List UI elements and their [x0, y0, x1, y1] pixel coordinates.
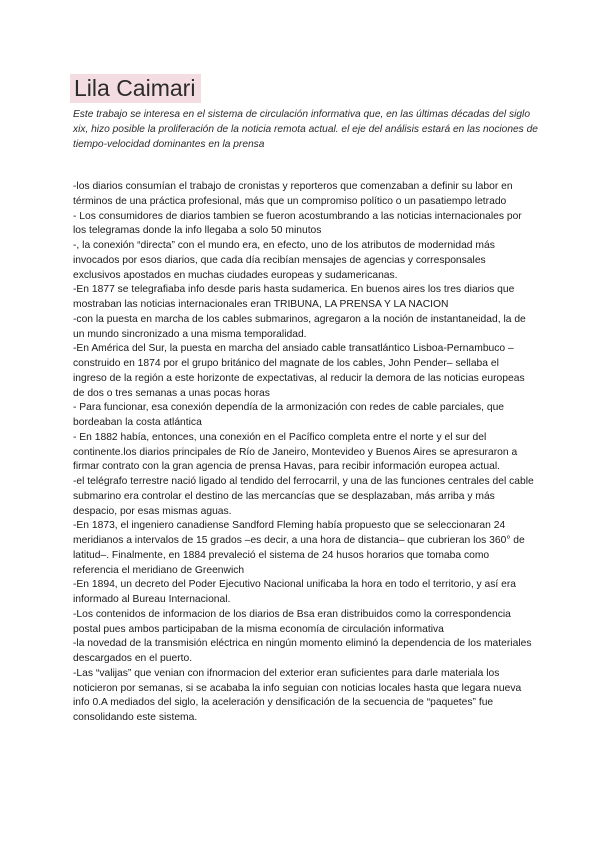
body-paragraph: - Los consumidores de diarios tambien se fueron acostumbrando a las noticias internacionales por los telegramas donde la info llegaba a solo 50 minutos	[73, 210, 522, 237]
body-paragraph: - Para funcionar, esa conexión dependía de la armonización con redes de cable parciales, que bordeaban la costa atlántica	[73, 402, 505, 428]
body-paragraph: -En 1873, el ingeniero canadiense Sandford Fleming había propuesto que se seleccionaran 24 meridianos a intervalos de 15 grados –es decir, a una hora de distancia– que cubrieran los 360° de latitud–. Finalmente, en 1884 prevaleció el sistema de 24 husos horarios que tomaba como referencia el meridiano de Greenwich	[73, 520, 525, 576]
body-paragraph: -Las “valijas” que venian con ifnormacion del exterior eran suficientes para darle materiala los noticieron por semanas, si se acababa la info seguian con noticias locales hasta que legara nueva info 0.A mediados del siglo, la aceleración y densificación de la secuencia de “paquetes” fue consolidando este sistema.	[73, 667, 522, 723]
body-paragraph: -los diarios consumían el trabajo de cronistas y reporteros que comenzaban a definir su labor en términos de una práctica profesional, más que un compromiso político o un pasatiempo letrado	[73, 181, 513, 207]
body-paragraph: -el telégrafo terrestre nació ligado al tendido del ferrocarril, y una de las funciones centrales del cable submarino era controlar el destino de las mercancías que se desplazaban, más arriba y más despacio, por esas mismas aguas.	[73, 476, 534, 517]
body-paragraph: -la novedad de la transmisión eléctrica en ningún momento eliminó la dependencia de los materiales descargados en el puerto.	[73, 638, 532, 664]
body-paragraph: -con la puesta en marcha de los cables submarinos, agregaron a la noción de instantaneidad, la de un mundo sincronizado a una misma temporalidad.	[73, 313, 526, 340]
body-paragraph: -En América del Sur, la puesta en marcha del ansiado cable transatlántico Lisboa-Pernambuco –construido en 1874 por el grupo británico del magnate de los cables, John Pender– sellaba el ingreso de la región a este horizonte de expectativas, al reducir la demora de las noticias europeas de dos o tres semanas a unas pocas horas	[73, 343, 525, 399]
body-paragraph: -En 1894, un decreto del Poder Ejecutivo Nacional unificaba la hora en todo el territorio, y así era informado al Bureau Internacional.	[73, 579, 517, 605]
body-paragraph: -En 1877 se telegrafiaba info desde paris hasta sudamerica. En buenos aires los tres diarios que mostraban las noticias internacionales eran TRIBUNA, LA PRENSA Y LA NACION	[73, 284, 515, 310]
document-title: Lila Caimari	[70, 74, 201, 103]
body-paragraph: -Los contenidos de informacion de los diarios de Bsa eran distribuidos como la correspondencia postal pues ambos participaban de la misma economía de circulación informativa	[73, 608, 511, 635]
body-paragraph: - En 1882 había, entonces, una conexión en el Pacífico completa entre el norte y el sur del continente.los diarios principales de Río de Janeiro, Montevideo y Buenos Aires se apresuraron a firmar contrato con la gran agencia de prensa Havas, para recibir información europea actual.	[73, 431, 518, 473]
document-abstract: Este trabajo se interesa en el sistema de circulación informativa que, en las últimas décadas del siglo xix, hizo posible la proliferación de la noticia remota actual. el eje del análisis estará en las nociones de tiempo-velocidad dominantes en la prensa	[73, 109, 538, 150]
body-paragraph: -, la conexión “directa” con el mundo era, en efecto, uno de los atributos de modernidad más invocados por esos diarios, que cada día recibían mensajes de agencias y corresponsales exclusivos apostados en muchas ciudades europeas y sudamericanas.	[73, 240, 495, 281]
document-body	[73, 180, 535, 726]
